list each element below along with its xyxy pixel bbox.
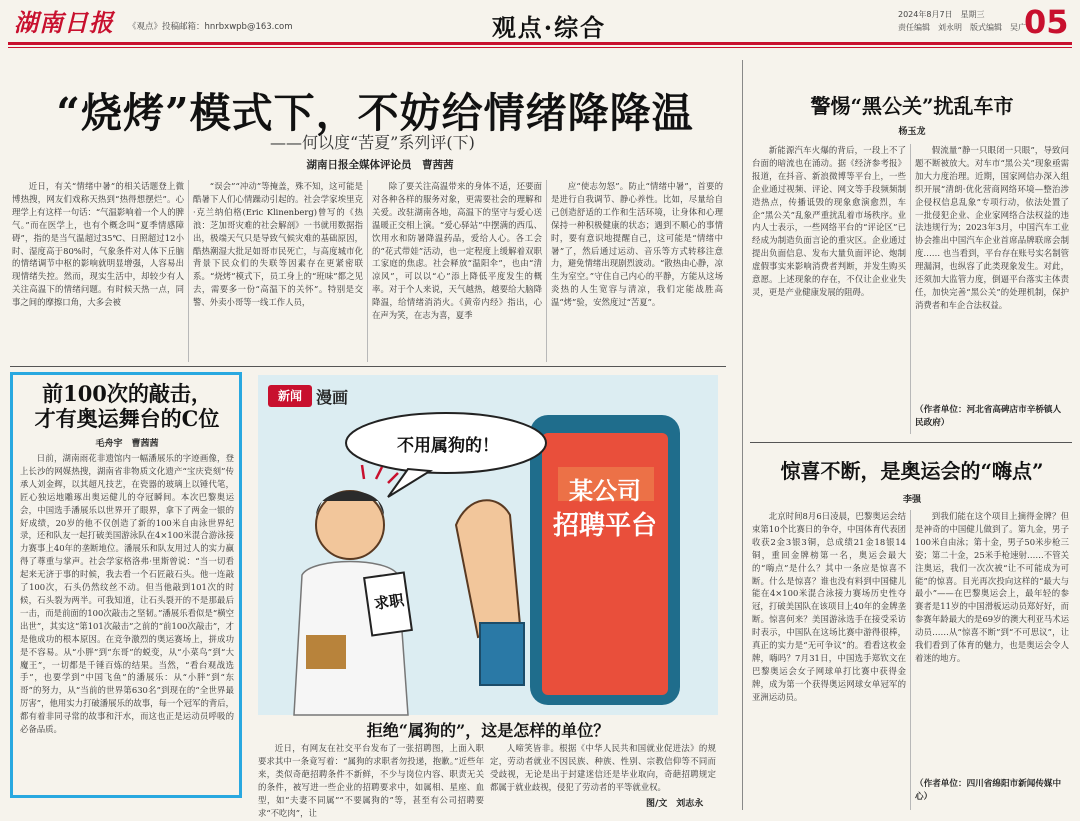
job-paper-label: 求职 bbox=[372, 590, 406, 613]
platform-label-line1: 某公司 bbox=[569, 477, 641, 505]
masthead-rule-thin bbox=[8, 47, 1072, 48]
comic-tag: 漫画 bbox=[316, 388, 349, 407]
comic-text-col1: 近日，有网友在社交平台发布了一张招聘图，上面入职要求其中一条竟写着：“属狗的求职者勿投递，抱歉。”近些年来，类似奇葩招聘条件不新鲜，不少与岗位内容、职责无关的条件，被写进一些企业的招聘要求中，如属相、星座、血型，如“夫妻不同属”“不要属狗的”等，甚至有公司招聘要求“不吃肉”，让 bbox=[258, 743, 484, 818]
comic-caption: 拒绝“属狗的”，这是怎样的单位？ bbox=[366, 721, 610, 740]
right-article1-col1: 新能源汽车火爆的背后，一段上不了台面的暗流也在涌动。据《经济参考报》报道，在抖音、新浪微博等平台上，一些企业通过视频、评论、网文等手段频频制造热点，传播诋毁的现象愈演愈烈，车企“黑公关”乱象严重扰乱着市场秩序。业内人士表示，一些网络平台的“评论区”已经成为制造负面言论的重灾区。企业通过提出负面信息、发布大量负面评论、炮制虚假事实来影响消费者判断，并发生购买意愿。上述现象的存在，不仅让企业业失灵，更是产业健康发展的阻碍。 bbox=[752, 145, 906, 297]
right-article2-author-note: （作者单位：四川省绵阳市新闻传媒中心） bbox=[915, 779, 1062, 802]
main-article-byline: 湖南日报全媒体评论员 曹茜茜 bbox=[306, 159, 454, 171]
main-article-subtitle: ——何以度“苦夏”系列评(下) bbox=[270, 133, 475, 152]
comic-news-tag: 新闻 bbox=[277, 389, 302, 403]
right-article2-col1: 北京时间8月6日凌晨，巴黎奥运会结束第10个比赛日的争夺，中国体育代表团收获2金3银3铜，总成绩21金18银14铜，重回金牌榜第一名，奥运会最大的“嗨点”是什么？其中一条应是惊喜不断。什么是惊喜？谁也没有料到中国健儿能在4×100米混合泳接力赛场历史性夺冠，打破美国队在该项目上40年的金牌垄断。惊喜何来？美国游泳选手在接受采访时表示，中国队在这场比赛中游得很棒，真正的实力是“无可争议”的。看看这枚金牌，嗨吗？7月31日，中国选手郑钦文在巴黎奥运会女子网球单打比赛中获得金牌，成为第一个获得奥运网球女单冠军的亚洲运动员。 bbox=[752, 511, 906, 702]
newspaper-logo: 湖南日报 bbox=[14, 8, 114, 37]
masthead-rule bbox=[8, 42, 1072, 45]
right-article1-col2: 假流量“静一只眼闭一只眼”，导致问题不断被放大。对车市“黑公关”现象亟需加大力度治理。近期，国家网信办深入组织开展“清朗·优化营商网络环境—整治涉企侵权信息乱象”专项行动，依法处置了一批侵犯企业、企业家网络合法权益的违法违规行为；2023年3月，中国汽车工业协会推出中国汽车企业首席品牌联席会制度…… 也当看到，平台存在账号实名制管理漏洞，也纵容了此类现象发生。对此，还须加大监管力度，倒逼平台落实主体责任，加快完善“黑公关”的处理机制，保护消费者和车企合法权益。 bbox=[915, 145, 1069, 310]
main-article-col4: 应“使志勿怒”。防止“情绪中暑”，首要的是进行自我调节、静心养性。比如，尽量给自己创造舒适的工作和生活环境，让身体和心理保持一种积极健康的状态；遇到不顺心的事情时，要有意识地提醒自己，这可能是“情绪中暑”了，然后通过运动、音乐等方式转移注意力，避免情绪出现剧烈波动。“散热由心静，凉生为室空。”守住自己内心的平静，方能从这场炎热的人生宽容与清凉，我们定能战胜高温“烤”验，安然度过“苦夏”。 bbox=[551, 181, 723, 308]
news-comic-illustration bbox=[258, 375, 718, 715]
right-article1-title: 警惕“黑公关”扰乱车市 bbox=[810, 94, 1014, 118]
right-article1-byline: 杨玉龙 bbox=[898, 127, 926, 137]
right-article1-author-note: （作者单位：河北省高碑店市辛桥镇人民政府） bbox=[915, 405, 1062, 428]
main-article-col2: “误会”“冲动”等掩盖，殊不知，这可能是酷暑下人们心情躁动引起的。社会学家埃里克·克兰纳伯格(Eric Klinenberg)曾写的《热浪：芝加哥灾难的社会解剖》一书就用数据指出，极端天气只是导致气候灾难的基础原因，酷热潮湿大批足如哥市民死亡，与高度城市化背景下民众们的失联等因素存在更紧密联系。“烧烤”模式下，员工身上的“班味”都之见去，需要多一份“高温下的关怀”。特别是交警、外卖小哥等一线工作人员， bbox=[193, 181, 363, 308]
platform-label-line2: 招聘平台 bbox=[552, 511, 657, 541]
comic-drawing bbox=[258, 375, 718, 715]
issue-date: 2024年8月7日 星期三 bbox=[898, 10, 985, 19]
job-seeker-head bbox=[316, 491, 384, 559]
sidebar-article-body: 日前，湖南雨花非遗馆内一幅潘展乐的字迹画像，登上长沙的网媒热搜，湖南省非物质文化遗产“宝庆瓷刻”传承人刘金辉，以其超凡技艺，在瓷器的玻璃上以锤代笔，匠心独运地雕琢出奥运健儿的夺冠瞬间。本次巴黎奥运会，中国选手潘展乐以世界开了眼界，拿下了两金一银的好成绩，20岁的他不仅创造了新的100米自由泳世界纪录，还和队友一起打破美国游泳队在4×100米混合游泳接力赛事上40年的垄断地位。潘展乐和队友用过人的实力赢得了尊重与掌声。社会学家格洛弗·里斯曾说：“当一切看起来无济于事的时候，我去看一个石匠敲石头。他一连敲了100次，石头仍然纹丝不动。但当他敲到101次的时候，石头裂为两半。可我知道，让石头裂开的不是那最后一击，而是前面的100次敲击之坚韧。”潘展乐看似是“横空出世”，其实这“第101次敲击”之前的“前100次敲击”，才是他成功的根本原因。在竞争激烈的奥运赛场上，拼成功是不容易。从“小胖”到“东哥”的蜕变，从“小菜鸟”到“大魔王”，一切都是千锤百炼的结果。当然，“看台观战选手”，也要学到“中国飞鱼”的潘展乐：从“小胖”到“东哥”的努力，从“当前的世界第630名”到现在的“全世界最厉害”，他用实力打破潘展乐的故事，每一个冠军的背后，都有着非同寻常的故事和汗水，而这也正是运动员呼吸的必备品质。 bbox=[20, 453, 234, 735]
editor-credits: 责任编辑 刘永明 版式编辑 吴广 bbox=[898, 23, 1026, 32]
page-number: 05 bbox=[1024, 3, 1069, 41]
right-article2-title: 惊喜不断，是奥运会的“嗨点” bbox=[780, 459, 1044, 483]
sidebar-article-title-line1: 前100次的敲击， bbox=[42, 381, 212, 406]
main-article-title: “烧烤”模式下，不妨给情绪降降温 bbox=[56, 89, 694, 137]
comic-credit: 图/文 刘志永 bbox=[646, 799, 704, 809]
main-article-col1: 近日，有关“情绪中暑”的相关话题登上微博热搜，网友们戏称天热到“热得想摆烂”。心理学上有这样一句话：“气温影响着一个人的脾气。”而在医学上，也有个概念叫“夏季情感障碍”，指的是当气温超过35℃、日照超过12小时、湿度高于80%时，气象条件对人体下丘脑的情绪调节中枢的影响就明显增强，人容易出现情绪失控。然而，现实生活中，却较少有人关注高温下的情绪问题。有时候天热一点，同事之间的摩擦口角，大多会被 bbox=[12, 181, 184, 308]
right-article2-byline: 李强 bbox=[902, 495, 921, 505]
comic-text-col2: 人啼笑皆非。根据《中华人民共和国就业促进法》的规定，劳动者就业不因民族、种族、性别、宗教信仰等不同而受歧视，无论是出于封建迷信还是毕业取向，奇葩招聘规定都属于就业歧视，侵犯了劳动者的平等就业权。 bbox=[490, 743, 716, 792]
speech-bubble-text: 不用属狗的！ bbox=[397, 436, 499, 456]
right-article2-col2: 到我们能在这个项目上摘得金牌？但是神奇的中国健儿做到了。第九金，男子100米自由泳；第十金，男子50米步枪三姿；第二十金，25米手枪速射……不管关注奥运，我们一次次被“让不可能成为可能”的惊喜。目光再次投向这样的“最大与最小”——在巴黎奥运会上，最年轻的参赛者是11岁的中国滑板运动员郑好好，而参赛年龄最大的是69岁的澳大利亚马术运动员……从“惊喜不断”到“不可思议”，让我们看到了体育的魅力，也是奥运会令人着迷的地方。 bbox=[915, 511, 1069, 663]
main-article-col3: 除了要关注高温带来的身体不适，还要面对各种各样的服务对象，更需要社会的理解和关爱。改驻湖南各地，高温下的坚守与爱心送温暖正交相上演。“爱心驿站”中摆满的西瓜、饮用水和防暑降温药品，爱给人心。各工会的“花式带娃”活动，也一定程度上缓解着双职工家庭的焦虑。社会释放“温阳伞”，也由“清凉风”，可以以“心”添上降低平度发生的概率。对于个人来说，天气越热，越要给大脑降降温，给情绪消消火。《黄帝内经》指出，心在声为笑，在志为喜，夏季 bbox=[372, 181, 542, 321]
section-title: 观点·综合 bbox=[491, 13, 607, 42]
sidebar-article-title-line2: 才有奥运舞台的C位 bbox=[34, 406, 220, 431]
submission-email: 《观点》投稿邮箱：hnrbxwpb@163.com bbox=[128, 22, 293, 32]
sidebar-article-byline: 毛舟宇 曹茜茜 bbox=[95, 439, 159, 449]
